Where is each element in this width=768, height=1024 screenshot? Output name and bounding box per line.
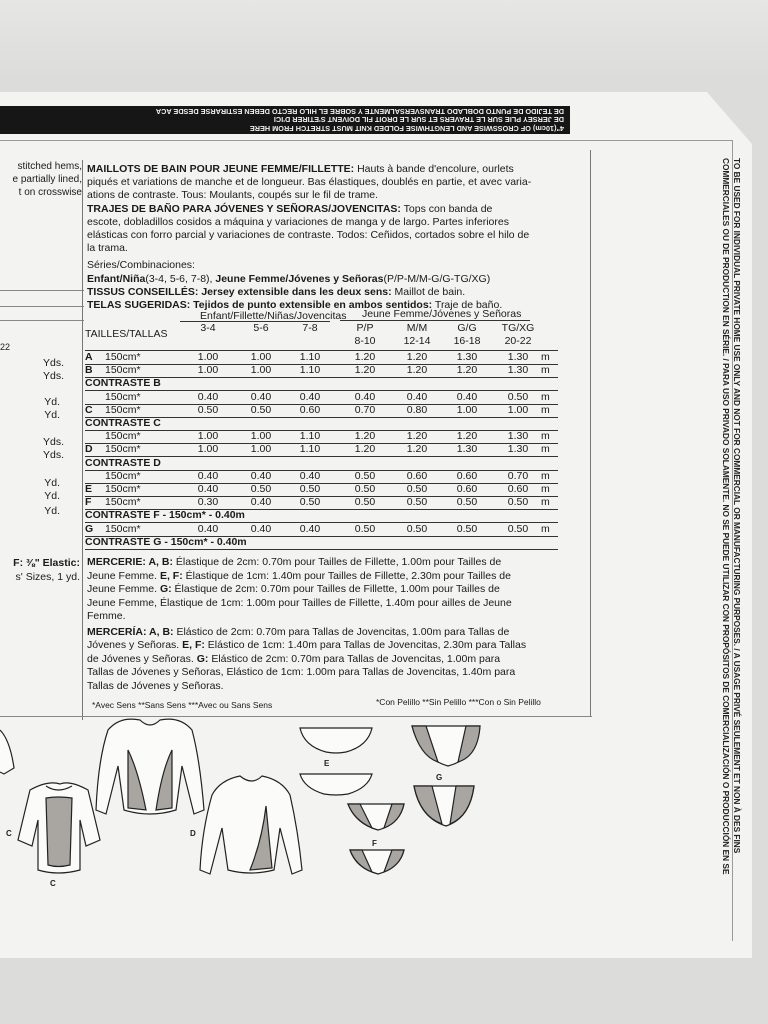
fragment-size: 22 bbox=[0, 342, 11, 352]
size-col-header: TG/XG bbox=[501, 322, 535, 334]
yardage-cell: 0.70 bbox=[354, 403, 376, 416]
view-label: F bbox=[372, 839, 377, 848]
size-col-subheader: 12-14 bbox=[403, 335, 431, 347]
sizes-label: TAILLES/TALLAS bbox=[85, 328, 168, 340]
yardage-cell: 1.20 bbox=[406, 430, 428, 443]
yardage-cell: 0.40 bbox=[250, 469, 272, 482]
notions-es-text: Elástico de 1cm: 1.40m para Tallas de Jovencitas, 2.30m para Tallas bbox=[204, 639, 527, 651]
table-row bbox=[85, 523, 555, 536]
table-row bbox=[85, 351, 555, 364]
size-col-subheader: 16-18 bbox=[453, 335, 481, 347]
yardage-cell: 0.50 bbox=[406, 483, 428, 495]
spanish-desc: escote, dobladillos cosidos a máquina y variaciones de manga y de largo. Partes inferiores bbox=[87, 215, 509, 228]
spanish-title: TRAJES DE BAÑO PARA JÓVENES Y SEÑORAS/JOVENCITAS: bbox=[87, 202, 401, 215]
section-label: CONTRASTE C bbox=[85, 417, 161, 429]
yardage-cell: 1.30 bbox=[507, 364, 529, 377]
yardage-cell: 1.30 bbox=[456, 443, 478, 456]
notions-fr-text: Jeune Femme, Élastique de 1cm: 1.00m pour Tailles de Fillette, 1.40m pour ailles de Jeune bbox=[87, 596, 512, 609]
yardage-unit: Yd. bbox=[44, 477, 60, 489]
yardage-unit: Yd. bbox=[44, 490, 60, 502]
notions-es-text: Tallas de Jóvenes y Señoras. bbox=[87, 679, 224, 692]
series-women: Jeune Femme/Jóvenes y Señoras bbox=[215, 272, 384, 285]
series-women-sizes: (P/P-M/M-G/G-TG/XG) bbox=[383, 272, 491, 285]
yardage-cell: 1.30 bbox=[456, 351, 478, 363]
view-letter: A bbox=[85, 351, 93, 363]
fabrics-es: TELAS SUGERIDAS: Tejidos de punto extensible en ambos sentidos: bbox=[87, 299, 433, 312]
yardage-cell: 1.20 bbox=[354, 364, 376, 377]
table-row bbox=[85, 391, 555, 404]
yardage-cell: 0.50 bbox=[250, 483, 272, 495]
unit-label: m bbox=[541, 351, 550, 363]
view-e-bottom bbox=[300, 728, 372, 795]
table-row bbox=[85, 404, 555, 417]
yardage-cell: 1.10 bbox=[299, 430, 321, 443]
yardage-cell: 0.50 bbox=[507, 522, 529, 535]
notions-es-text: Elástico de 2cm: 0.70m para Tallas de Jovencitas, 1.00m para Tallas de bbox=[173, 625, 510, 638]
size-col-header: 7-8 bbox=[302, 322, 318, 334]
notions-fr-text: Jeune Femme. bbox=[87, 583, 160, 595]
view-label: C bbox=[6, 829, 12, 838]
fragment-elastic: F: ⅜" Elastic: bbox=[13, 557, 80, 569]
usage-notice-line: TO BE USED FOR INDIVIDUAL PRIVATE HOME USE ONLY AND NOT FOR COMMERCIAL OR MANUFACTURING PURPOSES. / A USAGE PRIVÉ SEULEMENT ET NON À DES FINS bbox=[732, 158, 742, 854]
yardage-cell: 0.30 bbox=[197, 496, 219, 509]
unit-label: m bbox=[541, 522, 550, 535]
view-letter: F bbox=[85, 496, 92, 509]
yardage-cell: 0.60 bbox=[299, 403, 321, 416]
yardage-unit: Yds. bbox=[42, 357, 64, 369]
yardage-cell: 0.40 bbox=[250, 390, 272, 403]
yardage-cell: 0.50 bbox=[354, 483, 376, 495]
yardage-cell: 1.20 bbox=[406, 443, 428, 456]
fabric-width: 150cm* bbox=[105, 496, 141, 509]
fabrics-fr-value: Maillot de bain. bbox=[391, 285, 466, 298]
view-label: E bbox=[324, 759, 330, 768]
fabrics-fr: TISSUS CONSEILLÉS: Jersey extensible dans les deux sens: bbox=[87, 285, 392, 298]
table-section-header bbox=[85, 536, 555, 549]
group-rule bbox=[340, 320, 530, 321]
yardage-cell: 0.50 bbox=[507, 390, 529, 403]
fabric-width: 150cm* bbox=[105, 483, 141, 495]
series-child: Enfant/Niña bbox=[87, 272, 146, 285]
fragment-text: t on crosswise bbox=[18, 187, 82, 198]
fabric-width: 150cm* bbox=[105, 430, 141, 443]
unit-label: m bbox=[541, 443, 550, 456]
yardage-cell: 0.40 bbox=[299, 522, 321, 535]
view-letter: E bbox=[85, 483, 93, 495]
yardage-cell: 1.20 bbox=[406, 364, 428, 377]
notions-es-text: Elástico de 2cm: 0.70m para Tallas de Jovencitas, 1.00m para bbox=[208, 652, 501, 665]
notions-fr-text: Élastique de 2cm: 0.70m pour Tailles de Fillette, 1.00m pour Tailles de bbox=[171, 583, 500, 595]
yardage-cell: 0.40 bbox=[197, 469, 219, 482]
divider bbox=[0, 290, 84, 291]
table-group-child: Enfant/Fillette/Niñas/Jovencitas bbox=[200, 310, 347, 322]
yardage-cell: 1.10 bbox=[299, 364, 321, 377]
table-group-women: Jeune Femme/Jóvenes y Señoras bbox=[362, 308, 522, 320]
yardage-cell: 1.30 bbox=[507, 351, 529, 363]
yardage-cell: 0.40 bbox=[456, 390, 478, 403]
table-row bbox=[85, 364, 555, 377]
yardage-cell: 1.10 bbox=[299, 443, 321, 456]
unit-label: m bbox=[541, 430, 550, 443]
yardage-cell: 0.40 bbox=[406, 390, 428, 403]
size-col-subheader: 20-22 bbox=[504, 335, 532, 347]
yardage-cell: 1.00 bbox=[456, 403, 478, 416]
notions-es-text: de Jóvenes y Señoras. bbox=[87, 652, 197, 665]
usage-notice-line: COMMERCIALES OU DE PRODUCTION EN SÉRIE. / PARA USO PRIVADO SOLAMENTE. NO SE PUEDE UTILIZAR CON PROPÓSITOS DE COMERCIALIZACIÓN O PRODUCCIÓN EN SE bbox=[720, 158, 731, 875]
fabrics-es-value: Traje de baño. bbox=[432, 299, 503, 312]
section-label: CONTRASTE G - 150cm* - 0.40m bbox=[85, 535, 247, 548]
view-letter: B bbox=[85, 364, 93, 377]
table-section-header bbox=[85, 417, 555, 430]
yardage-cell: 1.00 bbox=[197, 364, 219, 377]
partial-sleeve bbox=[0, 730, 14, 774]
size-col-header: 5-6 bbox=[253, 322, 269, 334]
yardage-cell: 1.00 bbox=[507, 403, 529, 416]
yardage-cell: 1.30 bbox=[507, 430, 529, 443]
notions-es-text: Tallas de Jóvenes y Señoras, Elástico de 1cm: 1.00m para Tallas de Jovencitas, 1.40m para bbox=[87, 666, 516, 678]
table-section-header bbox=[85, 377, 555, 390]
spanish-desc: elásticas con forro parcial y variaciones de contraste. Todos: Ceñidos, cortados sobre el hilo de bbox=[87, 229, 530, 242]
yardage-cell: 0.50 bbox=[354, 469, 376, 482]
size-col-header: M/M bbox=[406, 322, 428, 334]
yardage-cell: 0.50 bbox=[354, 496, 376, 509]
view-c-top bbox=[18, 783, 100, 873]
section-label: CONTRASTE F - 150cm* - 0.40m bbox=[85, 509, 245, 522]
yardage-cell: 1.00 bbox=[250, 430, 272, 443]
yardage-unit: Yd. bbox=[44, 409, 60, 421]
notions-block bbox=[87, 556, 577, 693]
yardage-cell: 0.50 bbox=[406, 522, 428, 535]
left-column-fragment bbox=[0, 160, 82, 199]
yardage-cell: 1.00 bbox=[197, 430, 219, 443]
yardage-cell: 1.00 bbox=[197, 351, 219, 363]
background-top bbox=[0, 0, 768, 80]
yardage-cell: 0.40 bbox=[299, 390, 321, 403]
yardage-cell: 0.50 bbox=[507, 496, 529, 509]
footnote-fr: *Avec Sens **Sans Sens ***Avec ou Sans Sens bbox=[92, 700, 273, 710]
stretch-gauge-strip bbox=[0, 106, 570, 134]
unit-label: m bbox=[541, 469, 550, 482]
stretch-gauge-line-fr: DE JERSEY PLIE SUR LE TRAVERS ET SUR LE DROIT FIL DOIVENT S'ETIRER D'ICI bbox=[273, 115, 564, 125]
notions-fr-views: G: bbox=[159, 583, 172, 595]
table-section-header bbox=[85, 457, 555, 470]
yardage-cell: 0.40 bbox=[250, 496, 272, 509]
yardage-cell: 0.40 bbox=[197, 483, 219, 495]
usage-notice bbox=[650, 158, 742, 875]
notions-fr-text: Élastique de 2cm: 0.70m pour Tailles de Fillette, 1.00m pour Tailles de bbox=[172, 556, 502, 568]
garment-illustrations bbox=[0, 700, 600, 900]
yardage-cell: 1.30 bbox=[507, 443, 529, 456]
notions-es-text: Jóvenes y Señoras. bbox=[87, 639, 183, 651]
size-col-header: G/G bbox=[457, 322, 477, 334]
yardage-cell: 0.40 bbox=[299, 469, 321, 482]
french-desc: piqués et variations de manche et de longueur. Bas élastiques, doublés en partie, et avec varia- bbox=[87, 176, 532, 189]
yardage-cell: 1.20 bbox=[354, 351, 376, 363]
unit-label: m bbox=[541, 364, 550, 377]
size-col-subheader: 8-10 bbox=[354, 335, 376, 347]
view-d-front bbox=[96, 719, 204, 814]
table-row bbox=[85, 443, 555, 456]
notions-es-title: MERCERÍA: A, B: bbox=[87, 625, 174, 638]
yardage-cell: 0.50 bbox=[456, 522, 478, 535]
notions-fr-text: Femme. bbox=[87, 610, 126, 622]
notions-fr-title: MERCERIE: A, B: bbox=[87, 556, 173, 568]
yardage-cell: 0.50 bbox=[250, 403, 272, 416]
spanish-desc: Tops con banda de bbox=[400, 202, 493, 215]
stretch-gauge-line-en: 4"(10cm) OF CROSSWISE AND LENGTHWISE FOLDED KNIT MUST STRETCH FROM HERE bbox=[249, 124, 564, 133]
view-d-back bbox=[200, 776, 302, 874]
yardage-cell: 1.10 bbox=[299, 351, 321, 363]
yardage-cell: 0.60 bbox=[406, 469, 428, 482]
unit-label: m bbox=[541, 496, 550, 509]
french-desc: Hauts à bande d'encolure, ourlets bbox=[354, 163, 514, 175]
french-desc: ations de contraste. Tous: Moulants, coupés sur le fil de trame. bbox=[87, 189, 379, 202]
yardage-unit: Yd. bbox=[44, 505, 60, 517]
view-label: C bbox=[50, 879, 56, 888]
yardage-cell: 0.60 bbox=[507, 483, 529, 495]
yardage-unit: Yd. bbox=[44, 396, 60, 408]
yardage-cell: 0.50 bbox=[354, 522, 376, 535]
fragment-text: e partially lined, bbox=[12, 174, 82, 185]
yardage-cell: 1.00 bbox=[250, 351, 272, 363]
fabric-width: 150cm* bbox=[105, 390, 141, 403]
unit-label: m bbox=[541, 483, 550, 495]
fabric-width: 150cm* bbox=[105, 443, 141, 456]
size-col-header: P/P bbox=[356, 322, 374, 334]
fabric-width: 150cm* bbox=[105, 469, 141, 482]
fabric-width: 150cm* bbox=[105, 522, 141, 535]
yardage-cell: 1.20 bbox=[406, 351, 428, 363]
view-g-bottom bbox=[412, 726, 480, 826]
column-rule bbox=[590, 150, 591, 716]
yardage-cell: 1.20 bbox=[456, 364, 478, 377]
view-letter: C bbox=[85, 403, 93, 416]
yardage-cell: 0.50 bbox=[406, 496, 428, 509]
notions-es-views: E, F: bbox=[182, 639, 205, 651]
table-row bbox=[85, 496, 555, 509]
yardage-unit: Yds. bbox=[42, 370, 64, 382]
fabric-width: 150cm* bbox=[105, 403, 141, 416]
divider bbox=[0, 320, 84, 321]
notions-fr-views: E, F: bbox=[159, 569, 183, 582]
section-label: CONTRASTE B bbox=[85, 377, 161, 390]
unit-label: m bbox=[541, 390, 550, 403]
view-label: D bbox=[190, 829, 196, 838]
spanish-desc: la trama. bbox=[87, 242, 128, 255]
yardage-cell: 0.40 bbox=[250, 522, 272, 535]
yardage-cell: 1.00 bbox=[250, 364, 272, 377]
size-col-header: 3-4 bbox=[200, 322, 216, 334]
footnote-es: *Con Pelillo **Sin Pelillo ***Con o Sin Pelillo bbox=[376, 697, 541, 707]
table-section-header bbox=[85, 509, 555, 522]
yardage-cell: 0.80 bbox=[406, 403, 428, 416]
yardage-cell: 0.40 bbox=[354, 390, 376, 403]
stretch-gauge-line-es: DE TEJIDO DE PUNTO DOBLADO TRANSVERSALMENTE Y SOBRE EL HILO RECTO DEBEN ESTIRARSE DESDE ACA bbox=[155, 106, 564, 116]
yardage-cell: 1.00 bbox=[250, 443, 272, 456]
yardage-cell: 0.50 bbox=[299, 496, 321, 509]
view-label: G bbox=[436, 773, 443, 782]
yardage-cell: 0.50 bbox=[197, 403, 219, 416]
table-row bbox=[85, 483, 555, 496]
yardage-cell: 0.60 bbox=[456, 469, 478, 482]
yardage-unit: Yds. bbox=[42, 436, 64, 448]
yardage-cell: 1.20 bbox=[456, 430, 478, 443]
notions-fr-text: Jeune Femme. bbox=[87, 569, 160, 582]
yardage-unit: Yds. bbox=[42, 449, 64, 461]
series-child-sizes: (3-4, 5-6, 7-8), bbox=[145, 272, 216, 285]
yardage-cell: 0.40 bbox=[197, 522, 219, 535]
yardage-cell: 0.40 bbox=[197, 390, 219, 403]
fabric-width: 150cm* bbox=[105, 351, 141, 363]
unit-label: m bbox=[541, 403, 550, 416]
fabric-width: 150cm* bbox=[105, 364, 141, 377]
yardage-cell: 1.00 bbox=[197, 443, 219, 456]
section-label: CONTRASTE D bbox=[85, 456, 161, 469]
description-block bbox=[87, 163, 577, 312]
fragment-text: stitched hems, bbox=[17, 161, 82, 172]
divider bbox=[0, 306, 84, 307]
yardage-cell: 0.50 bbox=[456, 496, 478, 509]
yardage-cell: 0.50 bbox=[299, 483, 321, 495]
yardage-cell: 1.20 bbox=[354, 430, 376, 443]
table-row bbox=[85, 470, 555, 483]
notions-fr-text: Élastique de 1cm: 1.40m pour Tailles de Fillette, 2.30m pour Tailles de bbox=[182, 569, 511, 582]
view-letter: G bbox=[85, 522, 94, 535]
yardage-cell: 0.60 bbox=[456, 483, 478, 495]
yardage-cell: 0.70 bbox=[507, 469, 529, 482]
row-rule bbox=[85, 549, 558, 550]
yardage-cell: 1.20 bbox=[354, 443, 376, 456]
table-row bbox=[85, 430, 555, 443]
column-rule bbox=[82, 160, 83, 720]
french-title: MAILLOTS DE BAIN POUR JEUNE FEMME/FILLETTE: bbox=[87, 163, 355, 175]
notions-es-views: G: bbox=[196, 652, 209, 665]
series-label: Séries/Combinaciones: bbox=[87, 259, 195, 272]
fragment-elastic: s' Sizes, 1 yd. bbox=[15, 571, 80, 583]
view-letter: D bbox=[85, 443, 93, 456]
